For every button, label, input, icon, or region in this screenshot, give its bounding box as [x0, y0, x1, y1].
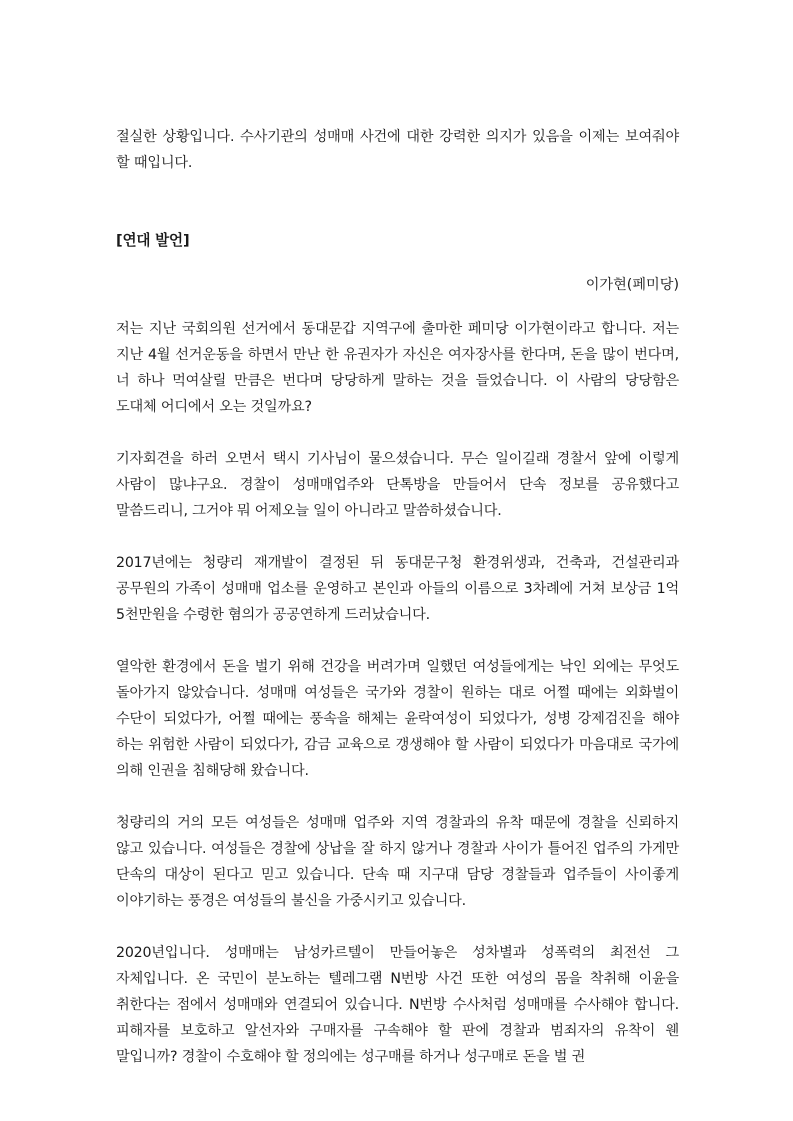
- body-paragraph-1: 저는 지난 국회의원 선거에서 동대문갑 지역구에 출마한 페미당 이가현이라고 합니다. 저는 지난 4월 선거운동을 하면서 만난 한 유권자가 자신은 여자장사를 한다며, 돈을 많이 번다며, 너 하나 먹여살릴 만큼은 번다며 당당하게 말하는 것을 들었습니다. 이 사람의 당당함은 도대체 어디에서 오는 것일까요?: [116, 321, 679, 415]
- section-heading: [연대 발언]: [116, 232, 190, 249]
- document-page: [116, 124, 679, 1070]
- body-paragraph-2: 기자회견을 하러 오면서 택시 기사님이 물으셨습니다. 무슨 일이길래 경찰서 앞에 이렇게 사람이 많냐구요. 경찰이 성매매업주와 단톡방을 만들어서 단속 정보를 공유했다고 말씀드리니, 그거야 뭐 어제오늘 일이 아니라고 말씀하셨습니다.: [116, 451, 679, 519]
- body-paragraph-3: 2017년에는 청량리 재개발이 결정된 뒤 동대문구청 환경위생과, 건축과, 건설관리과 공무원의 가족이 성매매 업소를 운영하고 본인과 아들의 이름으로 3차례에 거쳐 보상금 1억 5천만원을 수령한 혐의가 공공연하게 드러났습니다.: [116, 555, 679, 623]
- speaker-name: 이가현(페미당): [585, 277, 679, 293]
- body-paragraph-5: 청량리의 거의 모든 여성들은 성매매 업주와 지역 경찰과의 유착 때문에 경찰을 신뢰하지 않고 있습니다. 여성들은 경찰에 상납을 잘 하지 않거나 경찰과 사이가 틀어진 업주의 가게만 단속의 대상이 된다고 믿고 있습니다. 단속 때 지구대 담당 경찰들과 업주들이 사이좋게 이야기하는 풍경은 여성들의 불신을 가중시키고 있습니다.: [116, 815, 679, 909]
- intro-paragraph: 절실한 상황입니다. 수사기관의 성매매 사건에 대한 강력한 의지가 있음을 이제는 보여줘야 할 때입니다.: [116, 129, 679, 171]
- body-paragraph-4: 열악한 환경에서 돈을 벌기 위해 건강을 버려가며 일했던 여성들에게는 낙인 외에는 무엇도 돌아가지 않았습니다. 성매매 여성들은 국가와 경찰이 원하는 대로 어쩔 때에는 외화벌이 수단이 되었다가, 어쩔 때에는 풍속을 해체는 윤락여성이 되었다가, 성병 강제검진을 해야 하는 위험한 사람이 되었다가, 감금 교육으로 갱생해야 할 사람이 되었다가 마음대로 국가에 의해 인권을 침해당해 왔습니다.: [116, 659, 679, 779]
- body-paragraph-6: 2020년입니다. 성매매는 남성카르텔이 만들어놓은 성차별과 성폭력의 최전선 그 자체입니다. 온 국민이 분노하는 텔레그램 N번방 사건 또한 여성의 몸을 착취해 이윤을 취한다는 점에서 성매매와 연결되어 있습니다. N번방 수사처럼 성매매를 수사해야 합니다. 피해자를 보호하고 알선자와 구매자를 구속해야 할 판에 경찰과 범죄자의 유착이 웬 말입니까? 경찰이 수호해야 할 정의에는 성구매를 하거나 성구매로 돈을 벌 권: [116, 945, 679, 1065]
